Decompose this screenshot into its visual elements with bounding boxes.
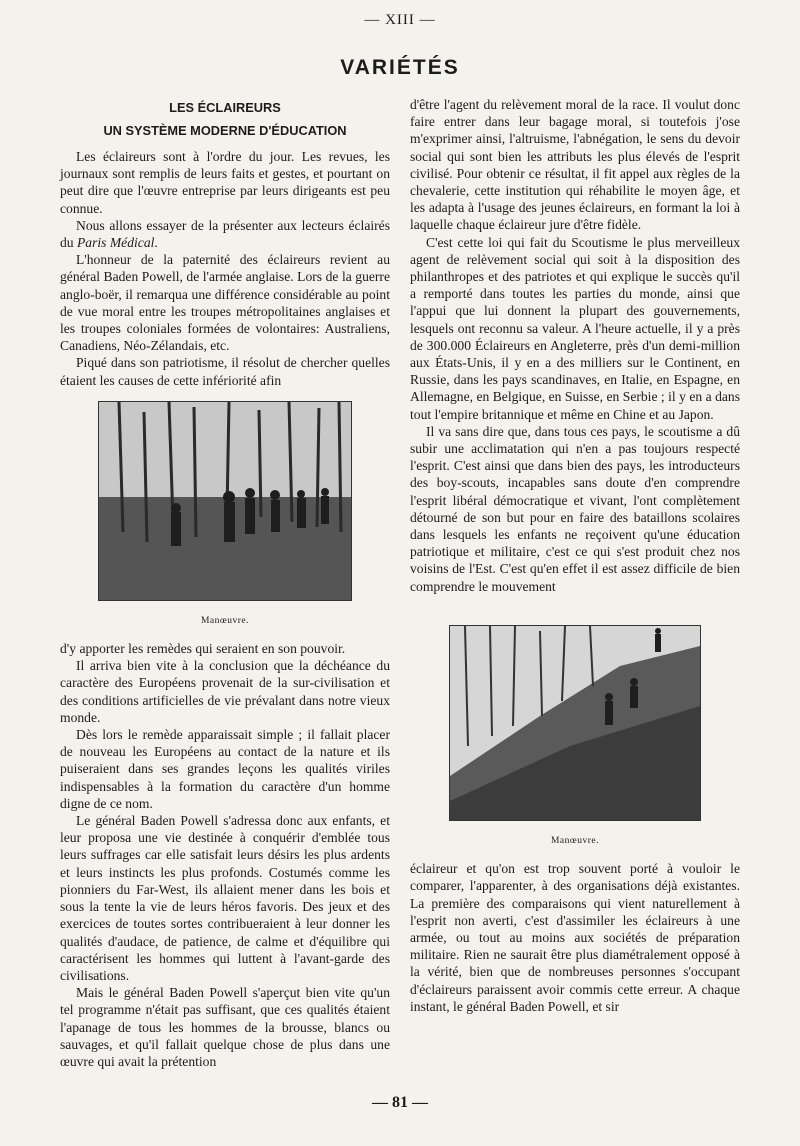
paragraph: Mais le général Baden Powell s'aperçut bien vite qu'un tel programme n'était pas suffisant, que ces qualités étaient l'apanage de tous les hommes de la brousse, blancs ou sauvages, et qu'il fallait quelque chose de plus dans une œuvre qui avait la prétention [60,985,390,1069]
paragraph: d'être l'agent du relèvement moral de la race. Il voulut donc faire entrer dans leur bagage moral, si toutefois j'ose m'exprimer ainsi, l'altruisme, l'abnégation, le sens du devoir social qui sont bien les attributs les plus élevés de l'esprit civilisé. Pour obtenir ce résultat, il fit appel aux règles de la chevalerie, cette institution qui réhabilite le moyen âge, et les adapta à l'usage des jeunes éclaireurs, en formant la loi à laquelle chaque éclaireur jure d'être fidèle. [410,97,740,233]
photo-scouts-on-hillside [449,625,701,821]
hillside-photo-illustration [450,626,700,820]
page-roman-number: — XIII — [364,12,436,28]
forest-photo-illustration [99,402,351,600]
paragraph: Il va sans dire que, dans tous ces pays, le scoutisme a dû subir une acclimatation qui n'en a pas toujours respecté l'esprit. C'est ainsi que dans bien des pays, les introducteurs des boy-scouts, incapables sans doute d'en comprendre l'esprit libéral démocratique et vivant, l'ont complètement détourné de son but pour en faire des bataillons scolaires dans lesquels les enfants ne reçoivent qu'une éducation patriotique et militaire, c'est ce qui s'est produit chez nos voisins de l'Est. C'est qu'en effet il est assez difficile de bien comprendre le mouvement [410,423,740,594]
article-title-line2: UN SYSTÈME MODERNE D'ÉDUCATION [103,123,347,138]
paragraph: d'y apporter les remèdes qui seraient en son pouvoir. [60,641,346,657]
paragraph: Les éclaireurs sont à l'ordre du jour. Les revues, les journaux sont remplis de leurs faits et gestes, et pourtant on peut dire que l'œuvre entreprise par leurs dirigeants est peu connue. [60,149,390,216]
text-run: Nous allons essayer de la présenter aux lecteurs éclairés du [60,217,390,251]
figure-caption: Manœuvre. [200,615,250,626]
journal-name: Paris Médical [77,235,155,251]
paragraph [60,217,390,251]
paragraph: Il arriva bien vite à la conclusion que la déchéance du caractère des Européens provenait de la sur-civilisation et des conditions artificielles de vie prévalant dans notre vieux monde. [60,658,390,725]
photo-scouts-in-forest [98,401,352,601]
paragraph: Piqué dans son patriotisme, il résolut de chercher quelles étaient les causes de cette infériorité afin [60,355,390,388]
left-column [60,96,390,1070]
article-title-line1: LES ÉCLAIREURS [169,100,281,115]
paragraph: C'est cette loi qui fait du Scoutisme le plus merveilleux agent de relèvement social qui soit à la disposition des philanthropes et des patriotes et qui explique le succès qu'il a remporté dans toutes les parties du monde, ainsi que l'appui que lui donnent la plupart des gouvernements, lesquels ont reconnu sa valeur. A l'heure actuelle, il y a près de 300.000 Éclaireurs en Angleterre, près d'un demi-million aux États-Unis, il y en a des milliers sur le Continent, en Russie, dans les pays scandinaves, en Italie, en Espagne, en Allemagne, en Belgique, en Suisse, en Serbie ; il y en a dans tout l'empire britannique et même en Chine et au Japon. [410,234,740,422]
right-column [410,96,740,1015]
section-title: VARIÉTÉS [340,56,460,79]
paragraph: Dès lors le remède apparaissait simple ; il fallait placer de nouveau les Européens au contact de la nature et ils puiseraient dans ses grandes leçons les qualités viriles indispensables à la formation du caractère d'un homme digne de ce nom. [60,727,390,811]
page-number: — 81 — [372,1094,428,1111]
article-title [60,96,390,142]
paragraph: éclaireur et qu'on est trop souvent porté à vouloir le comparer, l'apparenter, à des organisations déjà existantes. La première des comparaisons qui vient naturellement à l'esprit non averti, c'est d'assimiler les éclaireurs à une armée, ou tout au moins aux sociétés de préparation militaire. Rien ne saurait être plus diamétralement opposé à la vérité, bien que de nombreuses personnes s'occupant d'éclaireurs paraissent avoir commis cette erreur. A chaque instant, le général Baden Powell, et sir [410,861,740,1014]
text-run: . [154,235,158,251]
paragraph: L'honneur de la paternité des éclaireurs revient au général Baden Powell, de l'armée anglaise. Lors de la guerre anglo-boër, il remarqua une différence considérable au point de vue moral entre les troupes métropolitaines anglaises et les troupes coloniales formées de volontaires: Australiens, Canadiens, Néo-Zélandais, etc. [60,252,390,354]
figure-caption: Manœuvre. [550,835,600,846]
figure-manoeuvre-hillside [410,625,740,850]
figure-manoeuvre-forest [60,401,390,630]
paragraph: Le général Baden Powell s'adressa donc aux enfants, et leur proposa une vie destinée à conquérir d'emblée tous leurs suffrages car elle satisfait leurs désirs les plus ardents et leurs instincts les plus profonds. Costumés comme les pionniers du Far-West, ils allaient mener dans les bois et sous la tente la vie de leurs héros favoris. Des jeux et des exercices de toutes sortes contribueraient à leur donner les qualités d'audace, de patience, de calme et d'équilibre qui caractérisent les hommes qui luttent à l'avant-garde des civilisations. [60,813,390,983]
